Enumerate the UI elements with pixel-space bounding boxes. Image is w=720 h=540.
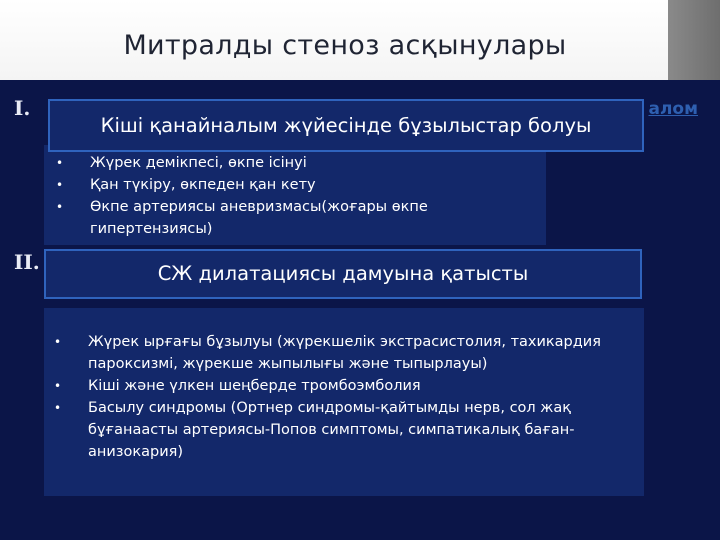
section-1-panel xyxy=(44,145,546,245)
section-2-panel xyxy=(44,308,644,496)
slide-title: Митралды стеноз асқынулары xyxy=(123,30,567,61)
section-1-numeral: I. xyxy=(14,96,31,120)
list-item: • Кіші және үлкен шеңберде тромбоэмболия xyxy=(88,375,636,397)
list-item: • Қан түкіру, өкпеден қан кету xyxy=(90,174,510,196)
bullet-icon: • xyxy=(54,335,62,349)
background-text-fragment: алом xyxy=(648,99,698,119)
bullet-icon: • xyxy=(54,401,62,415)
bullet-icon: • xyxy=(56,200,64,214)
decorative-strip xyxy=(668,0,720,80)
section-2-numeral: II. xyxy=(14,250,40,274)
bullet-icon: • xyxy=(54,379,62,393)
section-2-heading: СЖ дилатациясы дамуына қатысты xyxy=(44,249,642,299)
section-1-list xyxy=(56,152,510,240)
list-item: • Жүрек демікпесі, өкпе ісінуі xyxy=(90,152,510,174)
section-2-list xyxy=(54,331,636,463)
section-1-heading: Кіші қанайналым жүйесінде бұзылыстар болуы xyxy=(48,99,644,152)
bullet-icon: • xyxy=(56,156,64,170)
list-item: • Өкпе артериясы аневризмасы(жоғары өкпе гипертензиясы) xyxy=(90,196,510,240)
bullet-icon: • xyxy=(56,178,64,192)
list-item: • Басылу синдромы (Ортнер синдромы-қайтымды нерв, сол жақ бұғанаасты артериясы-Попов симптомы, симпатикалық баған-анизокария) xyxy=(88,397,636,463)
list-item: • Жүрек ырғағы бұзылуы (жүрекшелік экстрасистолия, тахикардия пароксизмі, жүрекше жыпылығы және тыпырлауы) xyxy=(88,331,636,375)
